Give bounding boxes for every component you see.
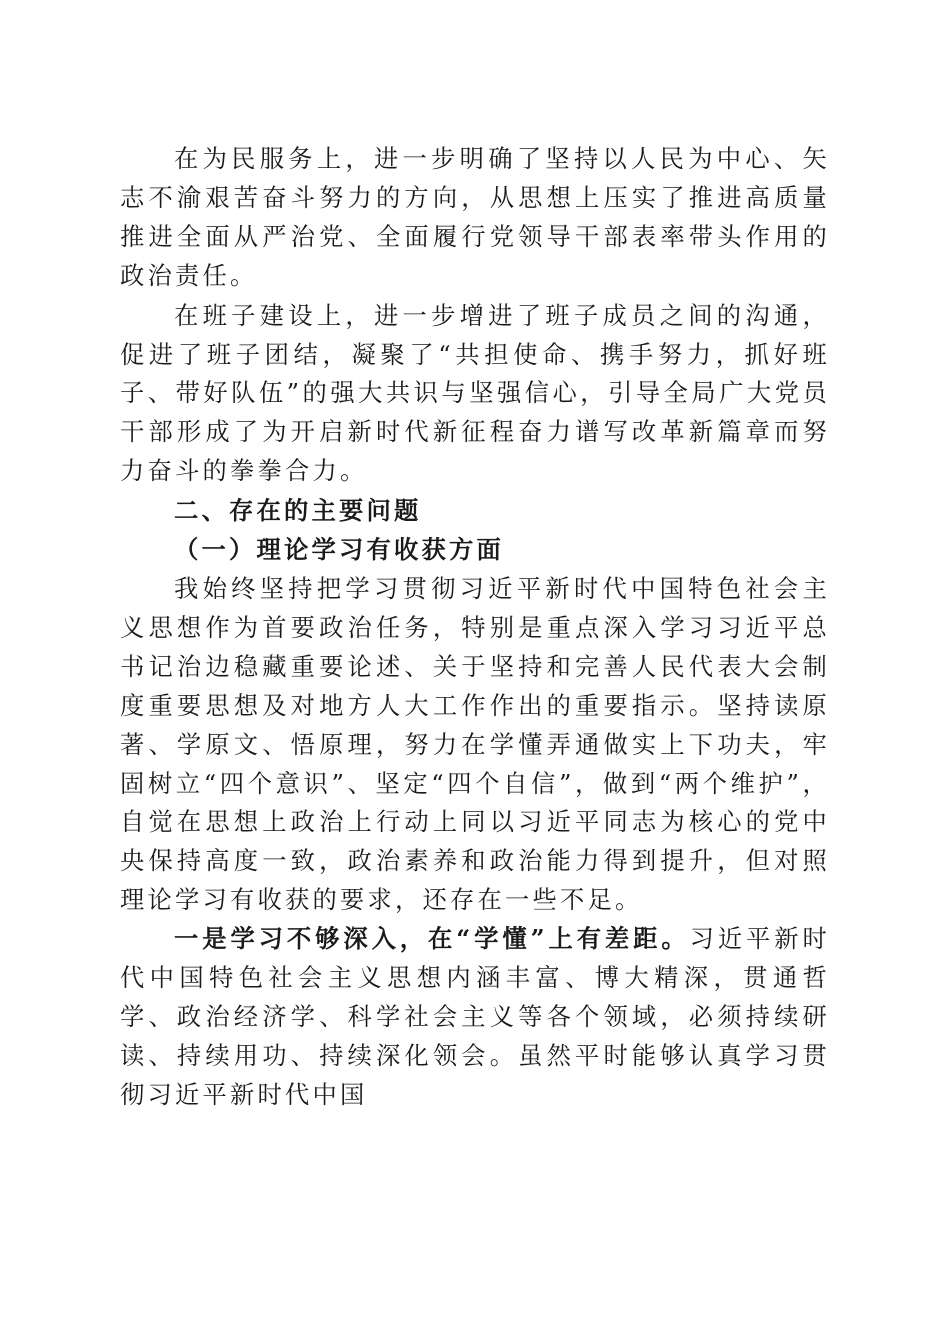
paragraph-service: 在为民服务上，进一步明确了坚持以人民为中心、矢志不渝艰苦奋斗努力的方向，从思想上压实了推进高质量推进全面从严治党、全面履行党领导干部表率带头作用的政治责任。 [120, 144, 830, 290]
section-heading: 二、存在的主要问题 [174, 496, 422, 526]
paragraph-problem-one [120, 920, 830, 1115]
paragraph-theory-study: 我始终坚持把学习贯彻习近平新时代中国特色社会主义思想作为首要政治任务，特别是重点深入学习习近平总书记治边稳藏重要论述、关于坚持和完善人民代表大会制度重要思想及对地方人大工作作出的重要指示。坚持读原著、学原文、悟原理，努力在学懂弄通做实上下功夫，牢固树立“四个意识”、坚定“四个自信”，做到“两个维护”，自觉在思想上政治上行动上同以习近平同志为核心的党中央保持高度一致，政治素养和政治能力得到提升，但对照理论学习有收获的要求，还存在一些不足。 [120, 573, 830, 915]
problem-one-body: 习近平新时代中国特色社会主义思想内涵丰富、博大精深，贯通哲学、政治经济学、科学社会主义等各个领域，必须持续研读、持续用功、持续深化领会。虽然平时能够认真学习贯彻习近平新时代中国 [120, 924, 831, 1109]
problem-one-lead: 一是学习不够深入，在“学懂”上有差距。 [174, 924, 690, 954]
paragraph-team-building: 在班子建设上，进一步增进了班子成员之间的沟通，促进了班子团结，凝聚了“共担使命、携手努力，抓好班子、带好队伍”的强大共识与坚强信心，引导全局广大党员干部形成了为开启新时代新征程奋力谱写改革新篇章而努力奋斗的拳拳合力。 [120, 300, 830, 486]
sub-heading: （一）理论学习有收获方面 [174, 535, 504, 565]
